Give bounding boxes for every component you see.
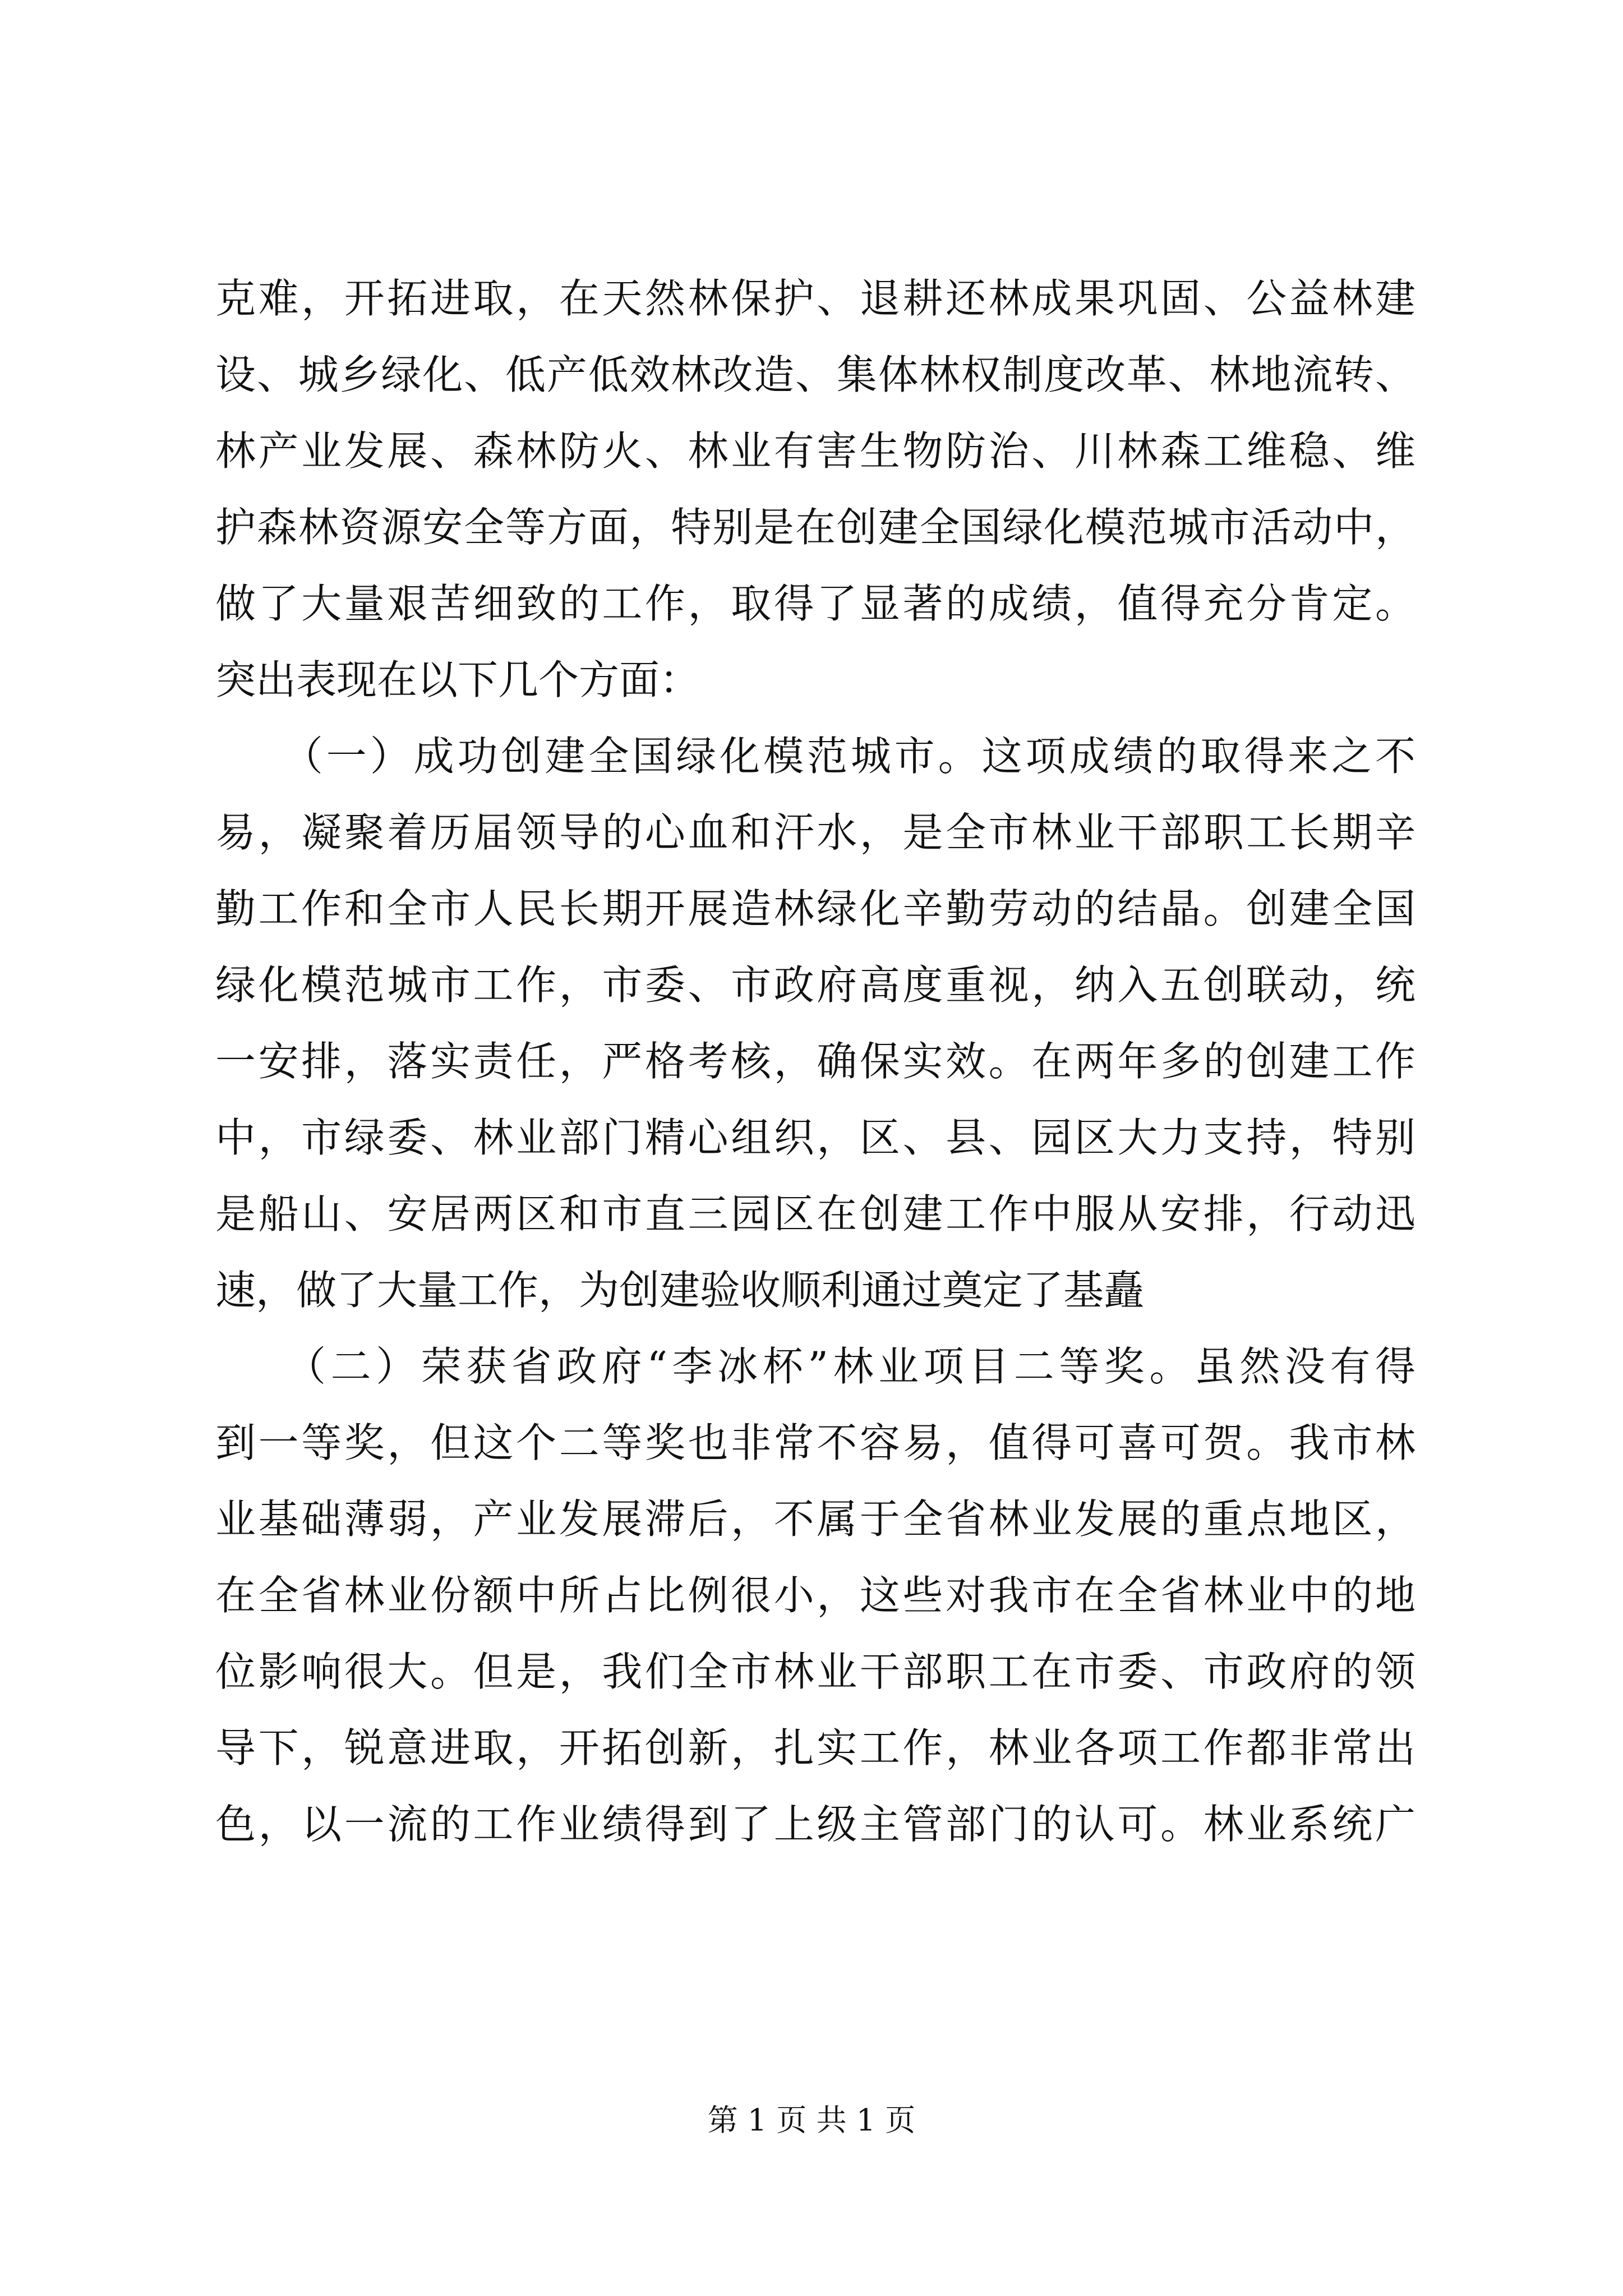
text-line-1: 克难，开拓进取，在天然林保护、退耕还林成果巩固、公益林建 — [215, 275, 1415, 322]
text-line-14: 速，做了大量工作，为创建验收顺利通过奠定了基矗 — [215, 1267, 1145, 1314]
text-line-19: 位影响很大。但是，我们全市林业干部职工在市委、市政府的领 — [215, 1648, 1415, 1695]
text-line-4: 护森林资源安全等方面，特别是在创建全国绿化模范城市活动中， — [215, 504, 1415, 551]
text-line-12: 中，市绿委、林业部门精心组织，区、县、园区大力支持，特别 — [215, 1114, 1415, 1161]
text-line-20: 导下，锐意进取，开拓创新，扎实工作，林业各项工作都非常出 — [215, 1724, 1415, 1772]
text-line-18: 在全省林业份额中所占比例很小，这些对我市在全省林业中的地 — [215, 1572, 1415, 1619]
text-line-9: 勤工作和全市人民长期开展造林绿化辛勤劳动的结晶。创建全国 — [215, 885, 1415, 932]
text-line-16: 到一等奖，但这个二等奖也非常不容易，值得可喜可贺。我市林 — [215, 1419, 1415, 1466]
text-line-6: 突出表现在以下几个方面： — [215, 656, 700, 703]
text-line-7: （一）成功创建全国绿化模范城市。这项成绩的取得来之不 — [215, 733, 1415, 780]
text-line-2: 设、城乡绿化、低产低效林改造、集体林权制度改革、林地流转、 — [215, 351, 1415, 398]
text-line-11: 一安排，落实责任，严格考核，确保实效。在两年多的创建工作 — [215, 1038, 1415, 1085]
text-line-17: 业基础薄弱，产业发展滞后，不属于全省林业发展的重点地区， — [215, 1496, 1415, 1543]
page-number-footer: 第 1 页 共 1 页 — [707, 2102, 916, 2138]
text-line-3: 林产业发展、森林防火、林业有害生物防治、川林森工维稳、维 — [215, 427, 1415, 475]
text-line-10: 绿化模范城市工作，市委、市政府高度重视，纳入五创联动，统 — [215, 961, 1415, 1009]
text-line-8: 易，凝聚着历届领导的心血和汗水，是全市林业干部职工长期辛 — [215, 809, 1415, 856]
text-line-5: 做了大量艰苦细致的工作，取得了显著的成绩，值得充分肯定。 — [215, 580, 1415, 627]
text-line-21: 色，以一流的工作业绩得到了上级主管部门的认可。林业系统广 — [215, 1801, 1415, 1848]
text-line-13: 是船山、安居两区和市直三园区在创建工作中服从安排，行动迅 — [215, 1190, 1415, 1237]
text-line-15: （二）荣获省政府“李冰杯”林业项目二等奖。虽然没有得 — [215, 1343, 1415, 1390]
